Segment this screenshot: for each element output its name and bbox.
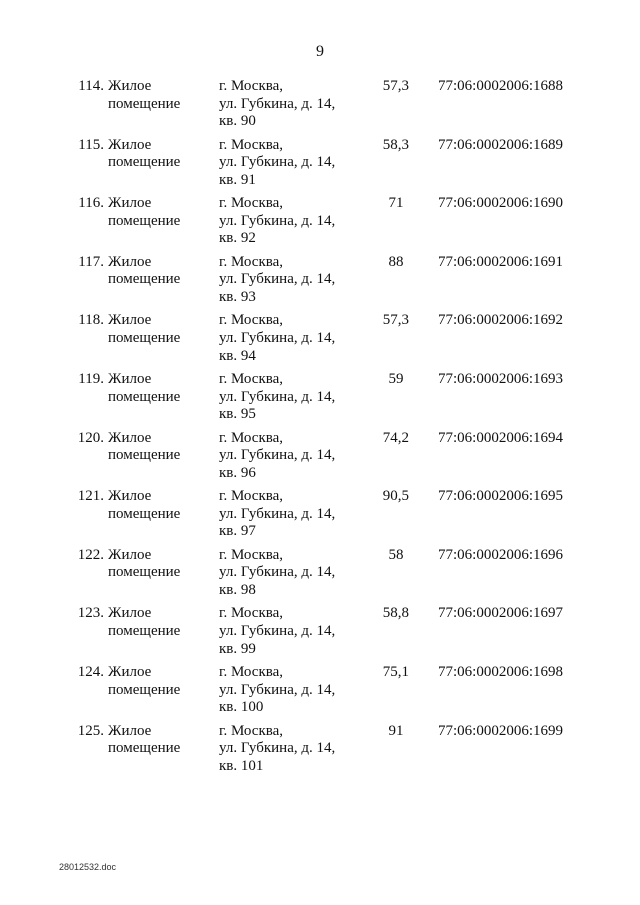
property-type-line1: Жилое [108,429,152,446]
document-filename: 28012532.doc [59,862,117,872]
address-apartment: кв. 94 [219,347,256,364]
row-number: 123. [77,605,104,622]
property-area: 91 [388,722,404,739]
address-apartment: кв. 97 [219,523,256,540]
table-row [0,547,640,606]
property-type-line1: Жилое [108,253,152,270]
table-row [0,78,640,137]
row-number: 119. [78,370,104,387]
address-street: ул. Губкина, д. 14, [219,154,336,171]
cadastral-number: 77:06:0002006:1691 [438,253,564,270]
address-apartment: кв. 90 [219,113,256,130]
property-type-line2: помещение [108,329,181,346]
table-row [0,723,640,782]
property-type [108,312,208,347]
property-type [108,430,208,465]
property-type [108,371,208,406]
property-address [219,78,369,131]
property-type [108,605,208,640]
property-area: 90,5 [382,488,409,505]
table-row [0,312,640,371]
address-city: г. Москва, [219,312,284,329]
property-address [219,137,369,190]
row-number: 117. [78,253,104,270]
row-number: 125. [77,722,104,739]
cadastral-number: 77:06:0002006:1698 [438,663,564,680]
address-street: ул. Губкина, д. 14, [219,564,336,581]
address-street: ул. Губкина, д. 14, [219,740,336,757]
property-area: 88 [388,253,404,270]
row-number: 120. [77,429,104,446]
address-street: ул. Губкина, д. 14, [219,388,336,405]
address-apartment: кв. 100 [219,699,264,716]
cadastral-number: 77:06:0002006:1697 [438,605,564,622]
row-number: 118. [78,312,104,329]
address-street: ул. Губкина, д. 14, [219,329,336,346]
address-street: ул. Губкина, д. 14, [219,271,336,288]
property-type [108,488,208,523]
property-type [108,723,208,758]
property-address [219,371,369,424]
property-type [108,254,208,289]
address-street: ул. Губкина, д. 14, [219,447,336,464]
address-apartment: кв. 92 [219,230,256,247]
property-type-line2: помещение [108,740,181,757]
property-address [219,488,369,541]
property-area: 58,3 [382,136,409,153]
property-type-line2: помещение [108,154,181,171]
address-city: г. Москва, [219,605,284,622]
cadastral-number: 77:06:0002006:1695 [438,488,564,505]
row-number: 121. [77,488,104,505]
cadastral-number: 77:06:0002006:1688 [438,78,564,94]
table-row [0,664,640,723]
address-city: г. Москва, [219,663,284,680]
address-city: г. Москва, [219,253,284,270]
property-type [108,547,208,582]
property-type-line1: Жилое [108,605,152,622]
property-type-line1: Жилое [108,488,152,505]
table-row [0,137,640,196]
property-type [108,664,208,699]
cadastral-number: 77:06:0002006:1693 [438,370,564,387]
row-number: 122. [77,546,104,563]
address-apartment: кв. 95 [219,406,256,423]
property-type-line1: Жилое [108,722,152,739]
address-apartment: кв. 96 [219,464,256,481]
cadastral-number: 77:06:0002006:1696 [438,546,564,563]
address-apartment: кв. 101 [219,757,264,774]
address-street: ул. Губкина, д. 14, [219,212,336,229]
address-city: г. Москва, [219,722,284,739]
property-type-line2: помещение [108,388,181,405]
address-street: ул. Губкина, д. 14, [219,622,336,639]
cadastral-number: 77:06:0002006:1699 [438,722,564,739]
table-row [0,605,640,664]
property-address [219,547,369,600]
address-apartment: кв. 98 [219,581,256,598]
property-type-line2: помещение [108,622,181,639]
cadastral-number: 77:06:0002006:1694 [438,429,564,446]
table-row [0,254,640,313]
property-area: 75,1 [382,663,409,680]
property-type-line1: Жилое [108,78,152,94]
property-area: 58,8 [382,605,409,622]
address-apartment: кв. 91 [219,171,256,188]
table-row [0,430,640,489]
property-type-line2: помещение [108,271,181,288]
property-area: 71 [388,195,404,212]
property-type-line1: Жилое [108,312,152,329]
property-type-line2: помещение [108,564,181,581]
table-row [0,195,640,254]
property-type [108,137,208,172]
table-row [0,371,640,430]
cadastral-number: 77:06:0002006:1689 [438,136,564,153]
property-type-line2: помещение [108,95,181,112]
row-number: 116. [78,195,104,212]
address-city: г. Москва, [219,546,284,563]
address-street: ул. Губкина, д. 14, [219,681,336,698]
property-area: 57,3 [382,312,409,329]
property-address [219,723,369,776]
property-area: 74,2 [382,429,409,446]
address-city: г. Москва, [219,136,284,153]
address-city: г. Москва, [219,195,284,212]
address-street: ул. Губкина, д. 14, [219,95,336,112]
property-area: 57,3 [382,78,409,94]
address-city: г. Москва, [219,488,284,505]
address-apartment: кв. 93 [219,288,256,305]
cadastral-number: 77:06:0002006:1692 [438,312,564,329]
property-area: 59 [388,370,404,387]
address-city: г. Москва, [219,429,284,446]
page-number: 9 [316,43,324,60]
cadastral-number: 77:06:0002006:1690 [438,195,564,212]
property-address [219,430,369,483]
property-address [219,664,369,717]
property-type-line1: Жилое [108,195,152,212]
property-type-line1: Жилое [108,663,152,680]
property-type-line1: Жилое [108,136,152,153]
property-type-line2: помещение [108,212,181,229]
property-area: 58 [388,546,404,563]
property-address [219,605,369,658]
property-type-line1: Жилое [108,546,152,563]
property-type-line2: помещение [108,505,181,522]
property-address [219,312,369,365]
address-city: г. Москва, [219,370,284,387]
row-number: 124. [77,663,104,680]
property-address [219,254,369,307]
address-city: г. Москва, [219,78,284,94]
property-address [219,195,369,248]
property-type [108,195,208,230]
row-number: 115. [78,136,104,153]
row-number: 114. [78,78,104,94]
property-type-line2: помещение [108,447,181,464]
property-list [0,78,640,781]
property-type [108,78,208,113]
property-type-line2: помещение [108,681,181,698]
property-type-line1: Жилое [108,370,152,387]
address-apartment: кв. 99 [219,640,256,657]
table-row [0,488,640,547]
address-street: ул. Губкина, д. 14, [219,505,336,522]
